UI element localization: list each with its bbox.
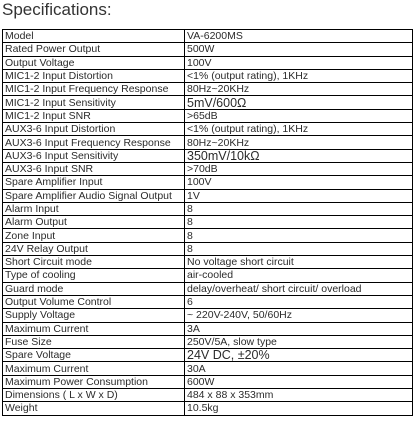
table-row	[3, 282, 413, 295]
table-row	[3, 349, 413, 362]
spec-value: >65dB	[185, 109, 413, 122]
spec-label: Output Voltage	[3, 56, 185, 69]
spec-value: 8	[185, 242, 413, 255]
table-row	[3, 176, 413, 189]
table-row	[3, 216, 413, 229]
spec-value: >70dB	[185, 162, 413, 175]
spec-value: 350mV/10kΩ	[185, 149, 413, 162]
spec-value: 3A	[185, 322, 413, 335]
spec-label: Spare Amplifier Input	[3, 176, 185, 189]
table-row	[3, 229, 413, 242]
spec-value: 8	[185, 216, 413, 229]
spec-value: <1% (output rating), 1KHz	[185, 69, 413, 82]
spec-label: AUX3-6 Input Frequency Response	[3, 136, 185, 149]
spec-value: 1V	[185, 189, 413, 202]
spec-label: Supply Voltage	[3, 309, 185, 322]
table-row	[3, 202, 413, 215]
table-row	[3, 242, 413, 255]
table-row	[3, 123, 413, 136]
spec-label: Short Circuit mode	[3, 256, 185, 269]
spec-value: air-cooled	[185, 269, 413, 282]
spec-value: 500W	[185, 43, 413, 56]
spec-value: 24V DC, ±20%	[185, 349, 413, 362]
spec-value: 250V/5A, slow type	[185, 335, 413, 348]
spec-label: Maximum Current	[3, 322, 185, 335]
table-row	[3, 402, 413, 415]
table-row	[3, 96, 413, 109]
spec-value: 80Hz~20KHz	[185, 83, 413, 96]
table-row	[3, 256, 413, 269]
table-row	[3, 269, 413, 282]
spec-value: 6	[185, 295, 413, 308]
spec-label: AUX3-6 Input Sensitivity	[3, 149, 185, 162]
spec-label: Zone Input	[3, 229, 185, 242]
table-row	[3, 162, 413, 175]
table-row	[3, 83, 413, 96]
spec-label: Maximum Power Consumption	[3, 375, 185, 388]
spec-label: Dimensions ( L x W x D)	[3, 389, 185, 402]
spec-value: 8	[185, 229, 413, 242]
table-row	[3, 309, 413, 322]
table-row	[3, 389, 413, 402]
spec-label: Fuse Size	[3, 335, 185, 348]
spec-value: No voltage short circuit	[185, 256, 413, 269]
specifications-table	[2, 29, 413, 416]
spec-label: Type of cooling	[3, 269, 185, 282]
spec-value: VA-6200MS	[185, 30, 413, 43]
page-title: Specifications:	[2, 0, 112, 19]
spec-value: 5mV/600Ω	[185, 96, 413, 109]
table-row	[3, 43, 413, 56]
spec-label: Output Volume Control	[3, 295, 185, 308]
spec-label: MIC1-2 Input Frequency Response	[3, 83, 185, 96]
spec-value: 100V	[185, 176, 413, 189]
spec-value: 600W	[185, 375, 413, 388]
table-row	[3, 375, 413, 388]
spec-label: Guard mode	[3, 282, 185, 295]
spec-label: Weight	[3, 402, 185, 415]
spec-label: Alarm Input	[3, 202, 185, 215]
spec-label: MIC1-2 Input Sensitivity	[3, 96, 185, 109]
table-row	[3, 69, 413, 82]
spec-label: Spare Voltage	[3, 349, 185, 362]
spec-label: Rated Power Output	[3, 43, 185, 56]
table-row	[3, 30, 413, 43]
table-row	[3, 136, 413, 149]
table-row	[3, 149, 413, 162]
spec-label: 24V Relay Output	[3, 242, 185, 255]
table-row	[3, 362, 413, 375]
spec-value: delay/overheat/ short circuit/ overload	[185, 282, 413, 295]
spec-label: MIC1-2 Input SNR	[3, 109, 185, 122]
spec-value: <1% (output rating), 1KHz	[185, 123, 413, 136]
spec-value: 8	[185, 202, 413, 215]
table-row	[3, 335, 413, 348]
spec-label: Alarm Output	[3, 216, 185, 229]
spec-value: 30A	[185, 362, 413, 375]
spec-value: 80Hz~20KHz	[185, 136, 413, 149]
table-row	[3, 189, 413, 202]
table-row	[3, 295, 413, 308]
spec-value: 10.5kg	[185, 402, 413, 415]
spec-label: Spare Amplifier Audio Signal Output	[3, 189, 185, 202]
spec-label: AUX3-6 Input Distortion	[3, 123, 185, 136]
table-row	[3, 109, 413, 122]
spec-value: 484 x 88 x 353mm	[185, 389, 413, 402]
spec-value: ~ 220V-240V, 50/60Hz	[185, 309, 413, 322]
spec-label: Maximum Current	[3, 362, 185, 375]
spec-label: AUX3-6 Input SNR	[3, 162, 185, 175]
spec-label: MIC1-2 Input Distortion	[3, 69, 185, 82]
table-row	[3, 322, 413, 335]
table-row	[3, 56, 413, 69]
spec-value: 100V	[185, 56, 413, 69]
spec-label: Model	[3, 30, 185, 43]
